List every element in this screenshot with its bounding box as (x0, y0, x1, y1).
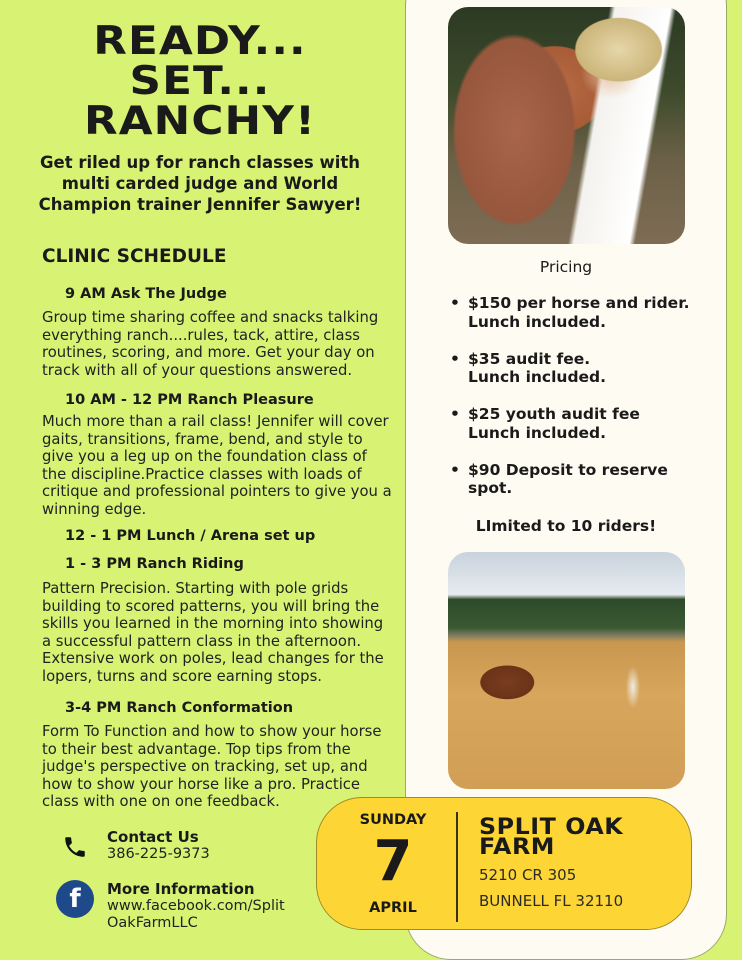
facebook-url-line-2: OakFarmLLC (107, 915, 198, 931)
event-day-number: 7 (373, 829, 413, 894)
arena-photo (448, 552, 685, 789)
pricing-item: • $25 youth audit fee Lunch included. (450, 405, 710, 442)
schedule-item-title: 1 - 3 PM Ranch Riding (65, 556, 244, 572)
subtitle: Get riled up for ranch classes with multi carded judge and World Champion trainer Jennifer Sawyer! (38, 153, 362, 214)
schedule-item-title: 10 AM - 12 PM Ranch Pleasure (65, 392, 314, 408)
pricing-heading: Pricing (539, 258, 593, 276)
schedule-item-title: 9 AM Ask The Judge (65, 286, 227, 302)
clinic-schedule-heading: CLINIC SCHEDULE (42, 246, 227, 267)
event-date-card (316, 797, 692, 930)
schedule-item-title: 12 - 1 PM Lunch / Arena set up (65, 528, 316, 544)
title-line-1: READY... (93, 19, 307, 64)
contact-us-label: Contact Us (107, 828, 199, 846)
address-line-1: 5210 CR 305 (479, 866, 577, 884)
rider-limit-note: LImited to 10 riders! (475, 517, 657, 535)
pricing-list (450, 294, 710, 516)
poster-title (0, 19, 424, 144)
pricing-item: • $35 audit fee. Lunch included. (450, 350, 710, 387)
title-line-2: SET... (129, 59, 271, 104)
schedule-item-body: Form To Function and how to show your horse to their best advantage. Top tips from the judge's perspective on tracking, set up, and how to show your horse like a pro. Practice class with one on one feedback. (42, 723, 382, 810)
schedule-item-title: 3-4 PM Ranch Conformation (65, 700, 294, 716)
facebook-url-line-1: www.facebook.com/Split (107, 898, 285, 914)
schedule-item-body: Much more than a rail class! Jennifer will cover gaits, transitions, frame, bend, and style to give you a leg up on the foundation class of the discipline.Practice classes with loads of critique and professional pointers to give you a winning edge. (42, 413, 392, 518)
event-month: APRIL (369, 900, 417, 916)
contact-phone[interactable] (56, 828, 210, 866)
pricing-item: • $150 per horse and rider. Lunch included. (450, 294, 710, 331)
event-day-of-week: SUNDAY (359, 812, 427, 828)
phone-number[interactable]: 386-225-9373 (107, 846, 210, 862)
pricing-item: • $90 Deposit to reserve spot. (450, 461, 710, 498)
schedule-item-body: Pattern Precision. Starting with pole grids building to scored patterns, you will bring the skills you learned in the morning into showing a successful pattern class in the afternoon. Extensive work on poles, lead changes for the lopers, turns and score earning stops. (42, 580, 384, 685)
venue-name: SPLIT OAK FARM (479, 815, 624, 860)
phone-icon (56, 828, 94, 866)
title-line-3: RANCHY! (83, 99, 317, 144)
schedule-item-body: Group time sharing coffee and snacks talking everything ranch....rules, tack, attire, class routines, scoring, and more. Get your day on track with all of your questions answered. (42, 309, 379, 379)
facebook-url[interactable] (107, 898, 285, 932)
trainer-with-horse-photo (448, 7, 685, 244)
contact-facebook[interactable] (56, 880, 285, 932)
divider (456, 812, 458, 922)
address-line-2: BUNNELL FL 32110 (479, 892, 624, 910)
more-information-label: More Information (107, 880, 255, 898)
facebook-icon: f (56, 880, 94, 918)
